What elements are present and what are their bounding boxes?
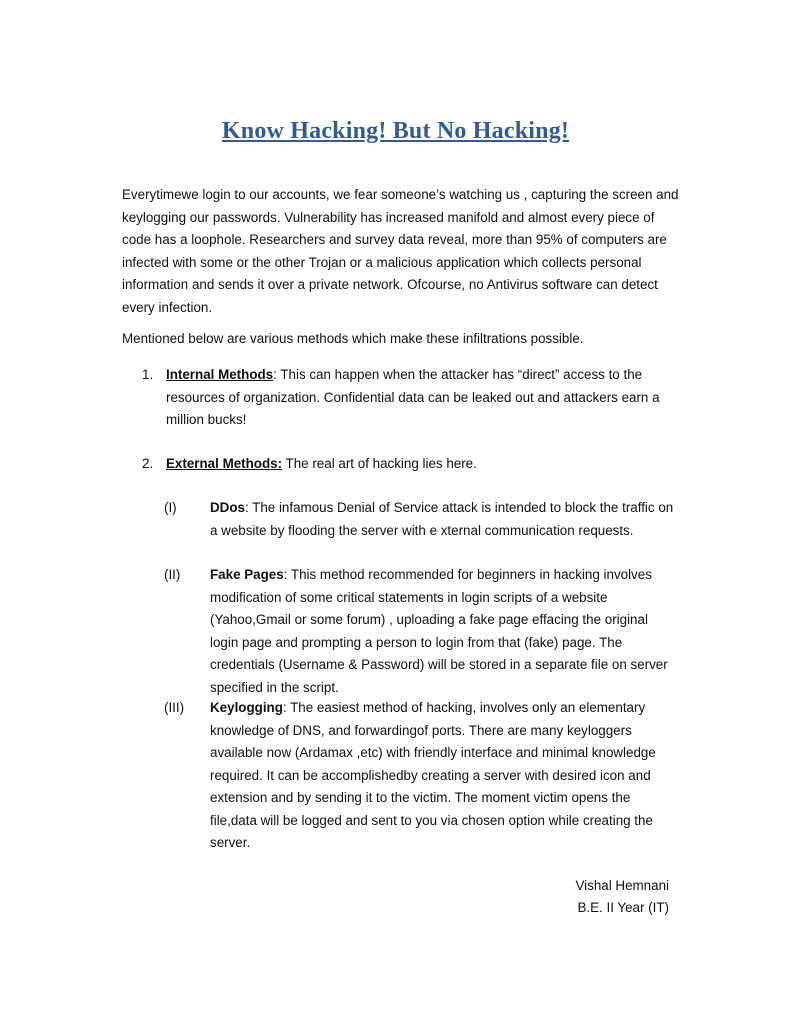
- list-item-text: : This can happen when the attacker has “direct” access to the resources of organization. Confidential data can be leaked out and attackers earn a million bucks!: [166, 367, 660, 427]
- list-item-heading: External Methods:: [166, 456, 283, 471]
- list-item-text: The real art of hacking lies here.: [282, 456, 477, 471]
- list-number: 1.: [142, 367, 154, 382]
- sublist-item-text: : This method recommended for beginners in hacking involves modification of some critical statements in login scripts of a website (Yahoo,Gmail or some forum) , uploading a fake page effacing the original login page and prompting a person to login from that (fake) page. The credentials (Username & Password) will be stored in a separate file on server specified in the script.: [210, 567, 668, 695]
- sublist-item-heading: Fake Pages: [210, 567, 284, 582]
- list-item-heading: Internal Methods: [166, 367, 274, 382]
- sublist-number: (I): [164, 500, 177, 515]
- sublist-item-keylogging: [164, 697, 674, 855]
- list-item-external-methods: [142, 453, 672, 476]
- intro-paragraph: Everytimewe login to our accounts, we fear someone’s watching us , capturing the screen and keylogging our passwords. Vulnerability has increased manifold and almost every piece of code has a loophole. Researchers and survey data reveal, more than 95% of computers are infected with some or the other Trojan or a malicious application which collects personal information and sends it over a private network. Ofcourse, no Antivirus software can detect every infection.: [122, 187, 679, 315]
- sublist-number: (II): [164, 567, 181, 582]
- sublist-item-heading: Keylogging: [210, 700, 283, 715]
- lead-paragraph: Mentioned below are various methods which make these infiltrations possible.: [122, 331, 584, 346]
- list-item-internal-methods: [142, 364, 672, 432]
- sublist-item-text: : The infamous Denial of Service attack is intended to block the traffic on a website by flooding the server with e xternal communication requests.: [210, 500, 674, 538]
- author-name: Vishal Hemnani: [575, 878, 669, 893]
- sublist-item-ddos: [164, 497, 674, 542]
- sublist-item-text: : The easiest method of hacking, involves only an elementary knowledge of DNS, and forwardingof ports. There are many keyloggers available now (Ardamax ,etc) with friendly interface and minimal knowledge required. It can be accomplishedby creating a server with desired icon and extension and by sending it to the victim. The moment victim opens the file,data will be logged and sent to you via chosen option while creating the server.: [210, 700, 656, 850]
- author-detail: B.E. II Year (IT): [577, 900, 669, 915]
- sublist-item-fake-pages: [164, 564, 674, 699]
- list-number: 2.: [142, 456, 154, 471]
- sublist-item-heading: DDos: [210, 500, 245, 515]
- document-title: Know Hacking! But No Hacking!: [221, 118, 570, 144]
- sublist-number: (III): [164, 700, 185, 715]
